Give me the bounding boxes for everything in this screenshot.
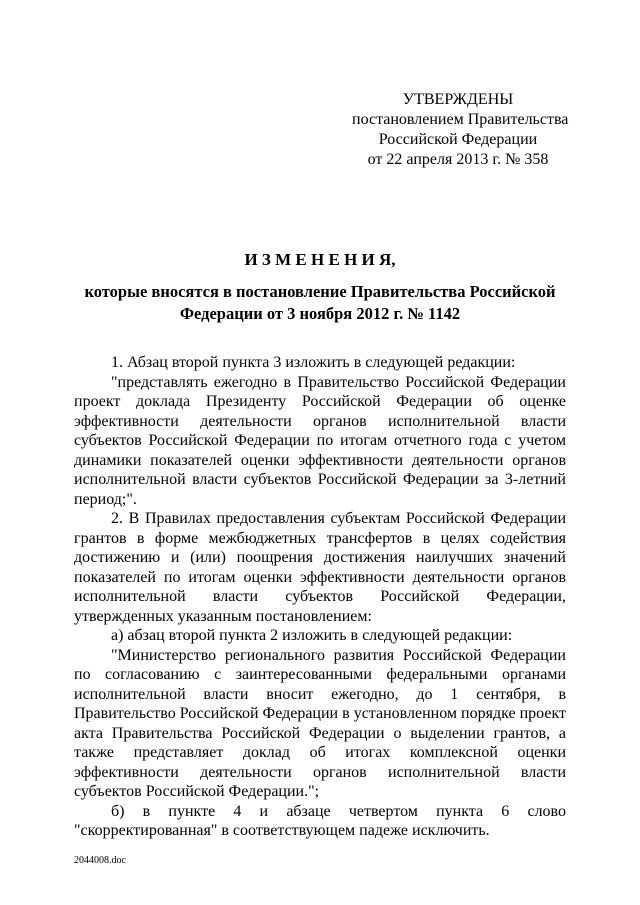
document-title: И З М Е Н Е Н И Я,: [244, 250, 396, 269]
body-paragraph: б) в пункте 4 и абзаце четвертом пункта 6 слово "скорректированная" в соответствующем падеже исключить.: [74, 802, 566, 839]
body-paragraph: 1. Абзац второй пункта 3 изложить в следующей редакции:: [111, 354, 516, 371]
document-subtitle: [70, 281, 570, 325]
document-body: [74, 353, 566, 841]
footer-filename: 2044008.doc: [74, 855, 126, 866]
body-paragraph: 2. В Правилах предоставления субъектам Российской Федерации грантов в форме межбюджетных трансфертов в целях содействия достижению и (или) поощрения достижения наилучших значений показателей по итогам оценки эффективности деятельности органов исполнительной власти субъектов Российской Федерации, утвержденных указанным постановлением:: [74, 510, 566, 625]
body-paragraph: "представлять ежегодно в Правительство Российской Федерации проект доклада Президенту Российской Федерации об оценке эффективности деятельности органов исполнительной власти субъектов Российской Федерации по итогам отчетного года с учетом динамики показателей оценки эффективности деятельности органов исполнительной власти субъектов Российской Федерации за 3-летний период;".: [74, 373, 566, 508]
approval-line: Российской Федерации: [378, 131, 538, 148]
body-paragraph: "Министерство регионального развития Российской Федерации по согласованию с заинтересованными федеральными органами исполнительной власти вносит ежегодно, до 1 сентября, в Правительство Российской Федерации в установленном порядке проект акта Правительства Российской Федерации о выделении грантов, а также представляет доклад об итогах комплексной оценки эффективности деятельности органов исполнительной власти субъектов Российской Федерации.";: [74, 646, 566, 800]
document-subtitle-line: Федерации от 3 ноября 2012 г. № 1142: [179, 304, 461, 323]
approval-line: постановлением Правительства: [352, 111, 569, 128]
document-subtitle-line: которые вносятся в постановление Правительства Российской: [84, 282, 556, 301]
approval-block: [352, 90, 569, 170]
approval-line: УТВЕРЖДЕНЫ: [402, 91, 514, 108]
body-paragraph: а) абзац второй пункта 2 изложить в следующей редакции:: [111, 627, 513, 644]
approval-line: от 22 апреля 2013 г. № 358: [367, 151, 549, 168]
